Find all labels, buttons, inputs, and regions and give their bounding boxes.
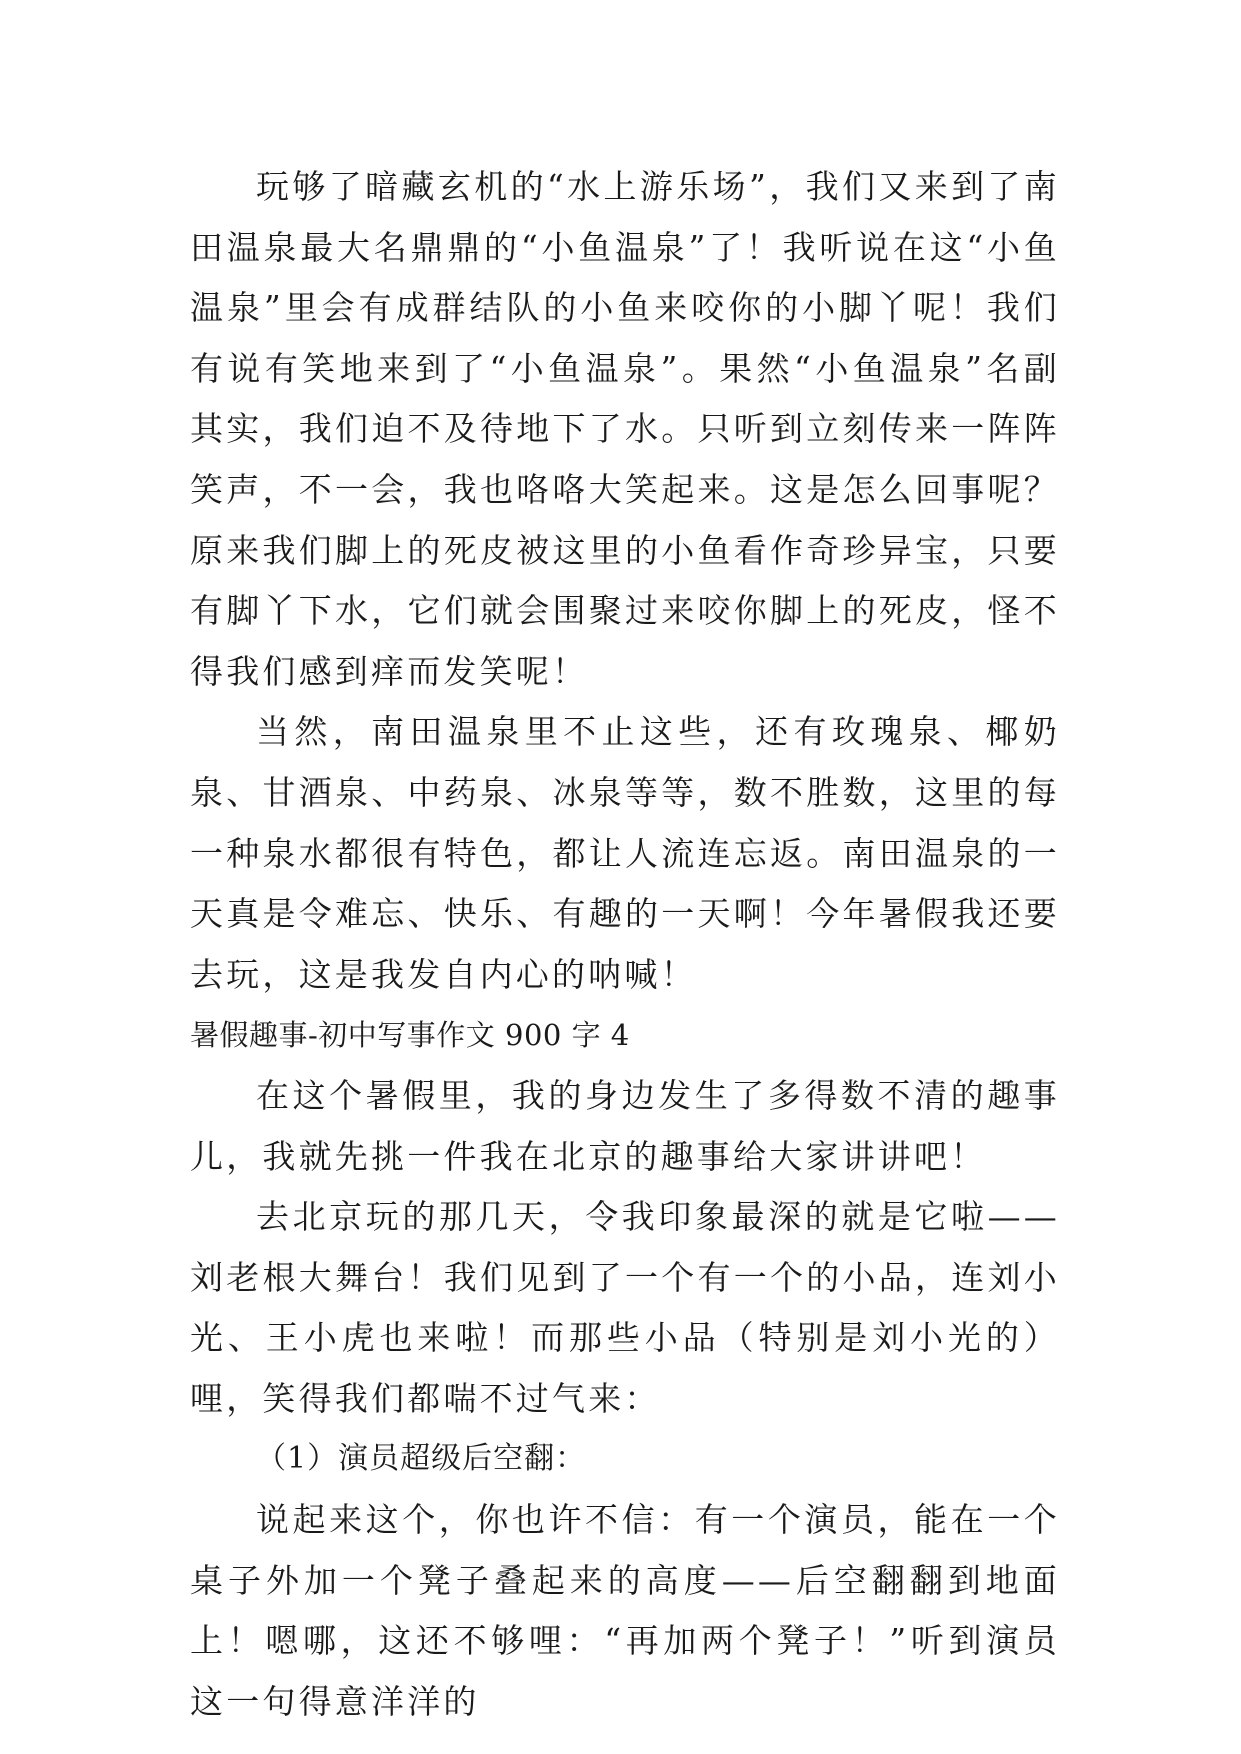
document-body [190, 157, 1060, 1732]
essay-heading: 暑假趣事-初中写事作文 900 字 4 [190, 1018, 630, 1053]
list-item-heading: （1）演员超级后空翻： [256, 1441, 587, 1477]
paragraph-backflip: 说起来这个，你也许不信：有一个演员，能在一个桌子外加一个凳子叠起来的高度——后空翻翻到地面上！嗯哪，这还不够哩：“再加两个凳子！”听到演员这一句得意洋洋的 [190, 1500, 1060, 1721]
paragraph-fish-spring: 玩够了暗藏玄机的“水上游乐场”，我们又来到了南田温泉最大名鼎鼎的“小鱼温泉”了！我听说在这“小鱼温泉”里会有成群结队的小鱼来咬你的小脚丫呢！我们有说有笑地来到了“小鱼温泉”。果然“小鱼温泉”名副其实，我们迫不及待地下了水。只听到立刻传来一阵阵笑声，不一会，我也咯咯大笑起来。这是怎么回事呢？原来我们脚上的死皮被这里的小鱼看作奇珍异宝，只要有脚丫下水，它们就会围聚过来咬你脚上的死皮，怪不得我们感到痒而发笑呢！ [190, 167, 1060, 691]
paragraph-other-springs: 当然，南田温泉里不止这些，还有玫瑰泉、椰奶泉、甘酒泉、中药泉、冰泉等等，数不胜数，这里的每一种泉水都很有特色，都让人流连忘返。南田温泉的一天真是令难忘、快乐、有趣的一天啊！今年暑假我还要去玩，这是我发自内心的呐喊！ [190, 712, 1060, 994]
paragraph-intro: 在这个暑假里，我的身边发生了多得数不清的趣事儿，我就先挑一件我在北京的趣事给大家讲讲吧！ [190, 1075, 1060, 1176]
paragraph-beijing: 去北京玩的那几天，令我印象最深的就是它啦——刘老根大舞台！我们见到了一个有一个的小品，连刘小光、王小虎也来啦！而那些小品（特别是刘小光的）哩，笑得我们都喘不过气来： [190, 1197, 1060, 1418]
